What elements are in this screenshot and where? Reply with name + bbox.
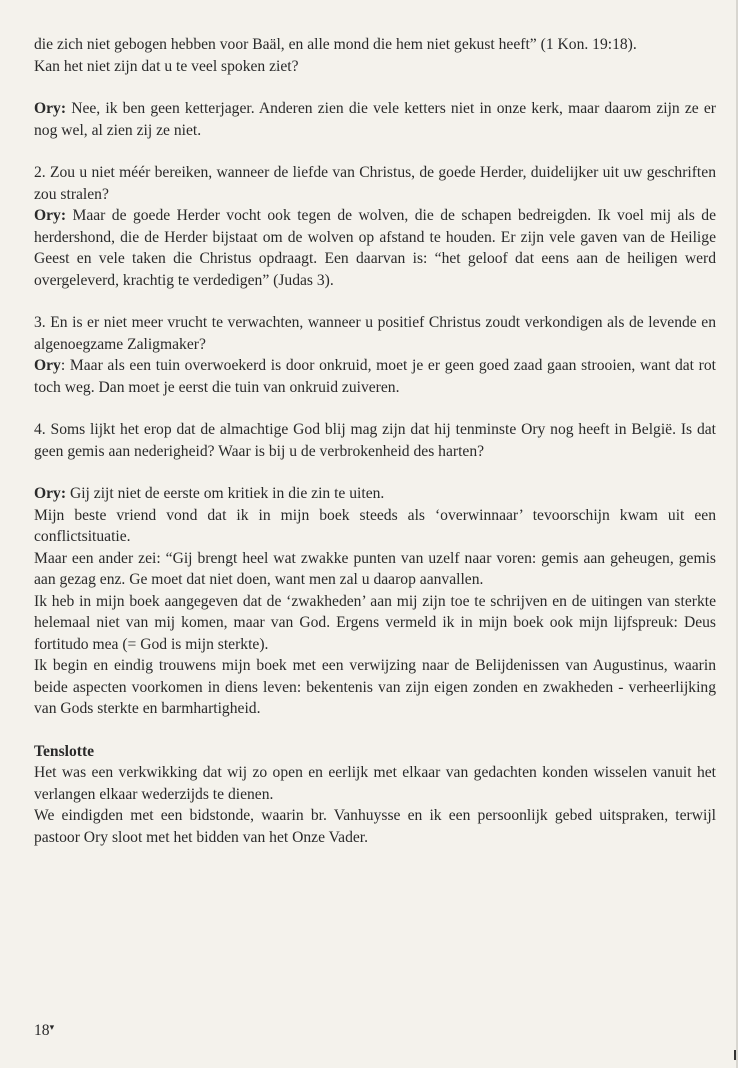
answer-4-line-4: Ik heb in mijn boek aangegeven dat de ‘zwakheden’ aan mij zijn toe te schrijven en de uitingen van sterkte helemaal niet van mij komen, maar van God. Ergens vermeld ik in mijn boek ook mijn lijfspreuk: Deus fortitudo mea (= God is mijn sterkte). <box>34 592 716 653</box>
page-number <box>34 1022 54 1040</box>
answer-2 <box>34 205 716 291</box>
question-3: 3. En is er niet meer vrucht te verwachten, wanneer u positief Christus zoudt verkondigen als de levende en algenoegzame Zaligmaker? <box>34 314 716 353</box>
speaker-label: Ory: <box>34 207 67 224</box>
answer-4-text: Gij zijt niet de eerste om kritiek in die zin te uiten. <box>66 485 385 502</box>
page-mark-icon: ▾ <box>49 1022 55 1032</box>
speaker-label: Ory: <box>34 100 67 117</box>
answer-4-line-2: Mijn beste vriend vond dat ik in mijn boek steeds als ‘overwinnaar’ tevoorschijn kwam uit een conflictsituatie. <box>34 506 716 545</box>
question-4: 4. Soms lijkt het erop dat de almachtige God blij mag zijn dat hij tenminste Ory nog heeft in België. Is dat geen gemis aan nederigheid? Waar is bij u de verbrokenheid des harten? <box>34 421 716 460</box>
answer-2-text: Maar de goede Herder vocht ook tegen de wolven, die de schapen bedreigden. Ik voel mij als de herdershond, die de Herder bijstaat om de wolven op afstand te houden. Er zijn vele gaven van de Heilige Geest en vele taken die Christus opdraagt. Een daarvan is: “het geloof dat eens aan de heiligen werd overgeleverd, krachtig te verdedigen” (Judas 3). <box>34 207 716 289</box>
answer-3 <box>34 355 716 398</box>
speaker-label: Ory: <box>34 485 67 502</box>
answer-4-line-1 <box>34 483 716 505</box>
speaker-label: Ory <box>34 357 61 374</box>
answer-3-text: : Maar als een tuin overwoekerd is door onkruid, moet je er geen goed zaad gaan strooien, want dat rot toch weg. Dan moet je eerst die tuin van onkruid zuiveren. <box>34 357 716 396</box>
section-heading: Tenslotte <box>34 742 95 760</box>
closing-paragraph-2: We eindigden met een bidstonde, waarin br. Vanhuysse en ik een persoonlijk gebed uitspraken, terwijl pastoor Ory sloot met het bidden van het Onze Vader. <box>34 807 716 846</box>
answer-4-line-3: Maar een ander zei: “Gij brengt heel wat zwakke punten van uzelf naar voren: gemis aan geheugen, gemis aan gezag enz. Ge moet dat niet doen, want men zal u daarop aanvallen. <box>34 549 716 588</box>
answer-4-line-5: Ik begin en eindig trouwens mijn boek met een verwijzing naar de Belijdenissen van Augustinus, waarin beide aspecten voorkomen in diens leven: bekentenis van zijn eigen zonden en zwakheden - verheerlijking van Gods sterkte en barmhartigheid. <box>34 657 716 717</box>
answer-1-text: Nee, ik ben geen ketterjager. Anderen zien die vele ketters niet in onze kerk, maar daarom zijn ze er nog wel, al zien zij ze niet. <box>34 100 716 139</box>
question-1: Kan het niet zijn dat u te veel spoken ziet? <box>34 57 299 75</box>
page-body <box>34 34 716 848</box>
answer-1 <box>34 98 716 141</box>
question-2: 2. Zou u niet méér bereiken, wanneer de liefde van Christus, de goede Herder, duidelijker uit uw geschriften zou stralen? <box>34 164 716 203</box>
intro-paragraph: die zich niet gebogen hebben voor Baäl, en alle mond die hem niet gekust heeft” (1 Kon. 19:18). <box>34 36 637 53</box>
page-edge-tick <box>734 1050 736 1060</box>
page-number-text: 18 <box>34 1022 50 1039</box>
closing-paragraph-1: Het was een verkwikking dat wij zo open en eerlijk met elkaar van gedachten konden wisselen vanuit het verlangen elkaar wederzijds te dienen. <box>34 764 716 803</box>
